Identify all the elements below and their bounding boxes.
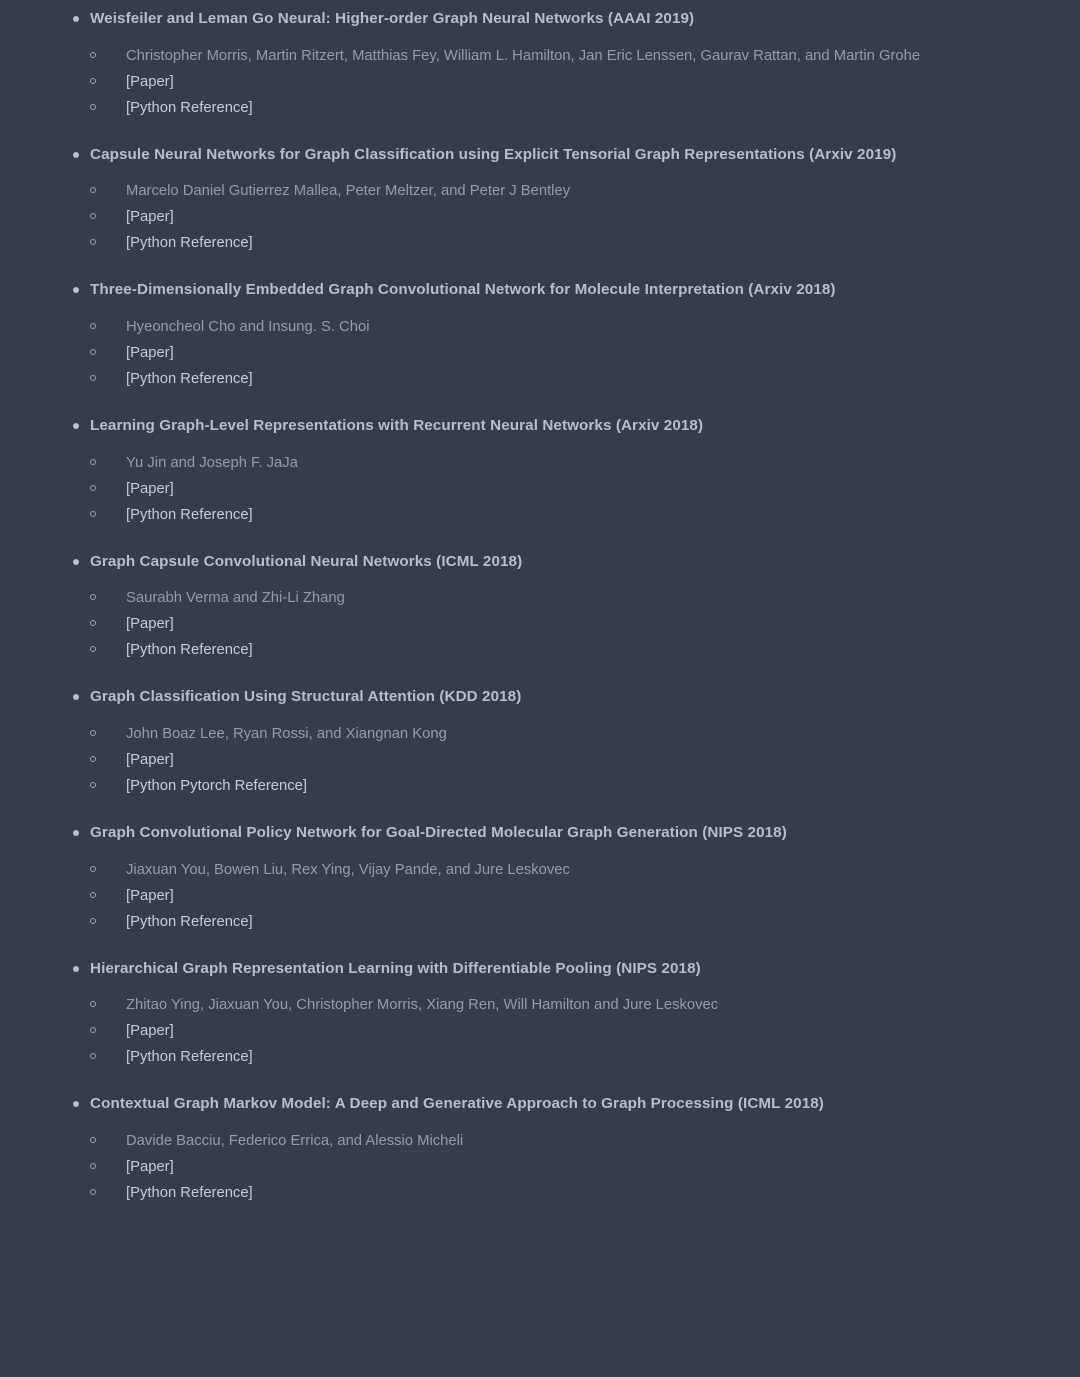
resource-link-label[interactable]: [Python Pytorch Reference]: [126, 778, 307, 794]
bullet-icon: [73, 966, 79, 972]
paper-detail-list: [90, 450, 1040, 528]
paper-entry: [0, 686, 1080, 799]
hollow-bullet-icon: [90, 323, 96, 329]
hollow-bullet-icon: [90, 756, 96, 762]
hollow-bullet-icon: [90, 1053, 96, 1059]
hollow-bullet-icon: [90, 485, 96, 491]
resource-link-label[interactable]: [Paper]: [126, 209, 174, 226]
hollow-bullet-icon: [90, 349, 96, 355]
hollow-bullet-icon: [90, 866, 96, 872]
paper-entry: [0, 822, 1080, 935]
resource-link-label[interactable]: [Paper]: [126, 616, 174, 633]
resource-link-label[interactable]: [Paper]: [126, 887, 174, 904]
resource-link-item[interactable]: [90, 1180, 1040, 1206]
resource-link-item[interactable]: [90, 1154, 1040, 1180]
resource-link-item[interactable]: [90, 747, 1040, 773]
author-list-item: [90, 721, 1040, 747]
hollow-bullet-icon: [90, 1001, 96, 1007]
paper-title[interactable]: Three-Dimensionally Embedded Graph Convolutional Network for Molecule Interpretation (Arxiv 2018): [90, 281, 836, 299]
hollow-bullet-icon: [90, 918, 96, 924]
author-list-item: [90, 585, 1040, 611]
paper-title[interactable]: Contextual Graph Markov Model: A Deep and Generative Approach to Graph Processing (ICML 2018): [90, 1095, 824, 1113]
hollow-bullet-icon: [90, 459, 96, 465]
author-list-item: [90, 857, 1040, 883]
author-names: Yu Jin and Joseph F. JaJa: [126, 454, 298, 471]
hollow-bullet-icon: [90, 239, 96, 245]
paper-title[interactable]: Capsule Neural Networks for Graph Classification using Explicit Tensorial Graph Representations (Arxiv 2019): [90, 145, 897, 163]
paper-entry: [0, 279, 1080, 392]
hollow-bullet-icon: [90, 1137, 96, 1143]
resource-link-item[interactable]: [90, 230, 1040, 256]
resource-link-item[interactable]: [90, 366, 1040, 392]
hollow-bullet-icon: [90, 104, 96, 110]
author-names: Marcelo Daniel Gutierrez Mallea, Peter Meltzer, and Peter J Bentley: [126, 183, 571, 200]
paper-detail-list: [90, 43, 1040, 121]
author-names: Hyeoncheol Cho and Insung. S. Choi: [126, 318, 370, 335]
paper-entry: [0, 415, 1080, 528]
hollow-bullet-icon: [90, 1189, 96, 1195]
resource-link-label[interactable]: [Paper]: [126, 1158, 174, 1175]
resource-link-label[interactable]: [Python Reference]: [126, 1185, 253, 1202]
resource-link-label[interactable]: [Paper]: [126, 480, 174, 497]
hollow-bullet-icon: [90, 511, 96, 517]
paper-title[interactable]: Learning Graph-Level Representations with Recurrent Neural Networks (Arxiv 2018): [90, 417, 704, 435]
paper-entry: [0, 1093, 1080, 1206]
paper-detail-list: [90, 1128, 1040, 1206]
author-list-item: [90, 450, 1040, 476]
resource-link-item[interactable]: [90, 95, 1040, 121]
bullet-icon: [73, 16, 79, 22]
paper-entry: [0, 551, 1080, 664]
resource-link-label[interactable]: [Paper]: [126, 751, 174, 768]
paper-detail-list: [90, 314, 1040, 392]
resource-link-item[interactable]: [90, 909, 1040, 935]
bullet-icon: [73, 287, 79, 293]
hollow-bullet-icon: [90, 1027, 96, 1033]
author-names: Zhitao Ying, Jiaxuan You, Christopher Morris, Xiang Ren, Will Hamilton and Jure Leskovec: [126, 997, 719, 1014]
author-list-item: [90, 314, 1040, 340]
hollow-bullet-icon: [90, 187, 96, 193]
paper-title[interactable]: Weisfeiler and Leman Go Neural: Higher-order Graph Neural Networks (AAAI 2019): [90, 10, 695, 27]
author-names: Saurabh Verma and Zhi-Li Zhang: [126, 590, 345, 607]
hollow-bullet-icon: [90, 646, 96, 652]
resource-link-item[interactable]: [90, 883, 1040, 909]
resource-link-item[interactable]: [90, 611, 1040, 637]
bullet-icon: [73, 559, 79, 565]
resource-link-label[interactable]: [Python Reference]: [126, 235, 253, 252]
resource-link-item[interactable]: [90, 773, 1040, 799]
resource-link-label[interactable]: [Python Reference]: [126, 913, 253, 930]
resource-link-item[interactable]: [90, 69, 1040, 95]
bullet-icon: [73, 830, 79, 836]
resource-link-item[interactable]: [90, 1018, 1040, 1044]
paper-detail-list: [90, 585, 1040, 663]
hollow-bullet-icon: [90, 730, 96, 736]
bullet-icon: [73, 1101, 79, 1107]
paper-detail-list: [90, 857, 1040, 935]
author-names: Davide Bacciu, Federico Errica, and Alessio Micheli: [126, 1132, 464, 1149]
hollow-bullet-icon: [90, 213, 96, 219]
resource-link-item[interactable]: [90, 1044, 1040, 1070]
hollow-bullet-icon: [90, 1163, 96, 1169]
resource-link-label[interactable]: [Python Reference]: [126, 642, 253, 659]
resource-link-item[interactable]: [90, 637, 1040, 663]
resource-link-label[interactable]: [Paper]: [126, 1023, 174, 1040]
hollow-bullet-icon: [90, 892, 96, 898]
resource-link-item[interactable]: [90, 476, 1040, 502]
author-names: Christopher Morris, Martin Ritzert, Matthias Fey, William L. Hamilton, Jan Eric Lenssen, Gaurav Rattan, and Martin Grohe: [126, 47, 921, 64]
author-list-item: [90, 178, 1040, 204]
author-names: Jiaxuan You, Bowen Liu, Rex Ying, Vijay Pande, and Jure Leskovec: [126, 861, 570, 878]
paper-detail-list: [90, 721, 1040, 799]
resource-link-label[interactable]: [Python Reference]: [126, 506, 253, 523]
bullet-icon: [73, 152, 79, 158]
hollow-bullet-icon: [90, 78, 96, 84]
author-list-item: [90, 43, 1040, 69]
paper-entry: [0, 0, 1080, 121]
paper-title[interactable]: Graph Capsule Convolutional Neural Networks (ICML 2018): [90, 552, 523, 570]
resource-link-label[interactable]: [Paper]: [126, 73, 174, 90]
resource-link-label[interactable]: [Python Reference]: [126, 1049, 253, 1066]
paper-entry: [0, 958, 1080, 1071]
resource-link-item[interactable]: [90, 502, 1040, 528]
paper-entry: [0, 144, 1080, 257]
bullet-icon: [73, 694, 79, 700]
hollow-bullet-icon: [90, 620, 96, 626]
paper-title[interactable]: Graph Convolutional Policy Network for Goal-Directed Molecular Graph Generation (NIPS 2018): [90, 824, 787, 842]
hollow-bullet-icon: [90, 52, 96, 58]
author-list-item: [90, 992, 1040, 1018]
paper-detail-list: [90, 992, 1040, 1070]
resource-link-item[interactable]: [90, 204, 1040, 230]
author-list-item: [90, 1128, 1040, 1154]
hollow-bullet-icon: [90, 594, 96, 600]
resource-link-label[interactable]: [Python Reference]: [126, 370, 253, 387]
paper-title[interactable]: Hierarchical Graph Representation Learning with Differentiable Pooling (NIPS 2018): [90, 959, 701, 977]
hollow-bullet-icon: [90, 782, 96, 788]
resource-link-label[interactable]: [Paper]: [126, 344, 174, 361]
hollow-bullet-icon: [90, 375, 96, 381]
bullet-icon: [73, 423, 79, 429]
paper-title[interactable]: Graph Classification Using Structural Attention (KDD 2018): [90, 688, 522, 706]
resource-link-item[interactable]: [90, 340, 1040, 366]
paper-detail-list: [90, 178, 1040, 256]
author-names: John Boaz Lee, Ryan Rossi, and Xiangnan Kong: [126, 725, 447, 742]
resource-link-label[interactable]: [Python Reference]: [126, 99, 253, 116]
